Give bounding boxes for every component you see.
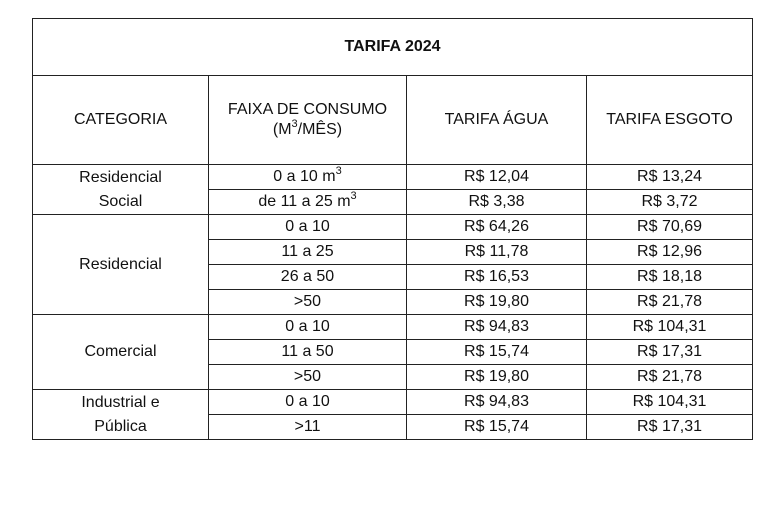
water-tariff-cell: R$ 3,38 (407, 190, 587, 215)
header-range-line1: FAIXA DE CONSUMO (227, 101, 388, 118)
consumption-range-cell (209, 390, 407, 415)
category-label-line: Residencial (79, 255, 162, 273)
water-tariff-cell: R$ 19,80 (407, 290, 587, 315)
table-row (33, 215, 753, 240)
water-tariff-cell: R$ 16,53 (407, 265, 587, 290)
consumption-range-text: 0 a 10 m (273, 168, 336, 185)
category-cell (33, 215, 209, 315)
sewer-tariff-cell: R$ 21,78 (587, 290, 753, 315)
sewer-tariff-cell: R$ 17,31 (587, 415, 753, 440)
header-range-line2-sup: 3 (291, 117, 298, 130)
consumption-range-unit-exponent: 3 (350, 189, 357, 202)
header-range-line2-pre: (M (272, 121, 292, 138)
water-tariff-cell: R$ 94,83 (407, 315, 587, 340)
category-cell (33, 165, 209, 215)
category-label-line: Comercial (84, 343, 157, 360)
sewer-tariff-cell: R$ 104,31 (587, 315, 753, 340)
sewer-tariff-cell: R$ 12,96 (587, 240, 753, 265)
water-tariff-cell: R$ 94,83 (407, 390, 587, 415)
table-row (33, 165, 753, 190)
consumption-range-text: 11 a 50 (281, 343, 334, 360)
tariff-body (33, 165, 753, 440)
water-tariff-cell: R$ 15,74 (407, 415, 587, 440)
table-row (33, 390, 753, 415)
consumption-range-text: >50 (293, 368, 322, 385)
category-label-line: Pública (94, 417, 147, 435)
category-label-line: Residencial (79, 168, 162, 186)
header-consumption-range (209, 76, 407, 165)
water-tariff-cell: R$ 19,80 (407, 365, 587, 390)
consumption-range-cell (209, 265, 407, 290)
consumption-range-cell (209, 190, 407, 215)
consumption-range-text: >11 (294, 418, 321, 435)
consumption-range-cell (209, 365, 407, 390)
sewer-tariff-cell: R$ 21,78 (587, 365, 753, 390)
table-title: TARIFA 2024 (33, 19, 753, 76)
sewer-tariff-cell: R$ 17,31 (587, 340, 753, 365)
consumption-range-text: 0 a 10 (285, 218, 330, 235)
water-tariff-cell: R$ 15,74 (407, 340, 587, 365)
header-sewer-tariff: TARIFA ESGOTO (587, 76, 753, 165)
header-water-tariff: TARIFA ÁGUA (407, 76, 587, 165)
sewer-tariff-cell: R$ 3,72 (587, 190, 753, 215)
consumption-range-cell (209, 415, 407, 440)
consumption-range-text: 11 a 25 (281, 243, 334, 260)
consumption-range-text: 26 a 50 (280, 268, 335, 285)
consumption-range-text: 0 a 10 (285, 318, 330, 335)
consumption-range-cell (209, 340, 407, 365)
sewer-tariff-cell: R$ 18,18 (587, 265, 753, 290)
consumption-range-cell (209, 290, 407, 315)
header-range-line2-post: /MÊS) (297, 121, 343, 138)
consumption-range-cell (209, 215, 407, 240)
category-label-line: Industrial e (81, 393, 160, 411)
table-row (33, 315, 753, 340)
water-tariff-cell: R$ 12,04 (407, 165, 587, 190)
consumption-range-text: de 11 a 25 m (258, 193, 351, 210)
category-cell (33, 315, 209, 390)
category-cell (33, 390, 209, 440)
sewer-tariff-cell: R$ 104,31 (587, 390, 753, 415)
consumption-range-cell (209, 240, 407, 265)
consumption-range-text: 0 a 10 (285, 393, 330, 410)
tariff-table (32, 18, 753, 440)
sewer-tariff-cell: R$ 70,69 (587, 215, 753, 240)
consumption-range-text: >50 (293, 293, 322, 310)
category-label-line: Social (98, 192, 143, 210)
consumption-range-unit-exponent: 3 (335, 164, 342, 177)
header-category: CATEGORIA (33, 76, 209, 165)
sewer-tariff-cell: R$ 13,24 (587, 165, 753, 190)
water-tariff-cell: R$ 11,78 (407, 240, 587, 265)
consumption-range-cell (209, 165, 407, 190)
consumption-range-cell (209, 315, 407, 340)
water-tariff-cell: R$ 64,26 (407, 215, 587, 240)
